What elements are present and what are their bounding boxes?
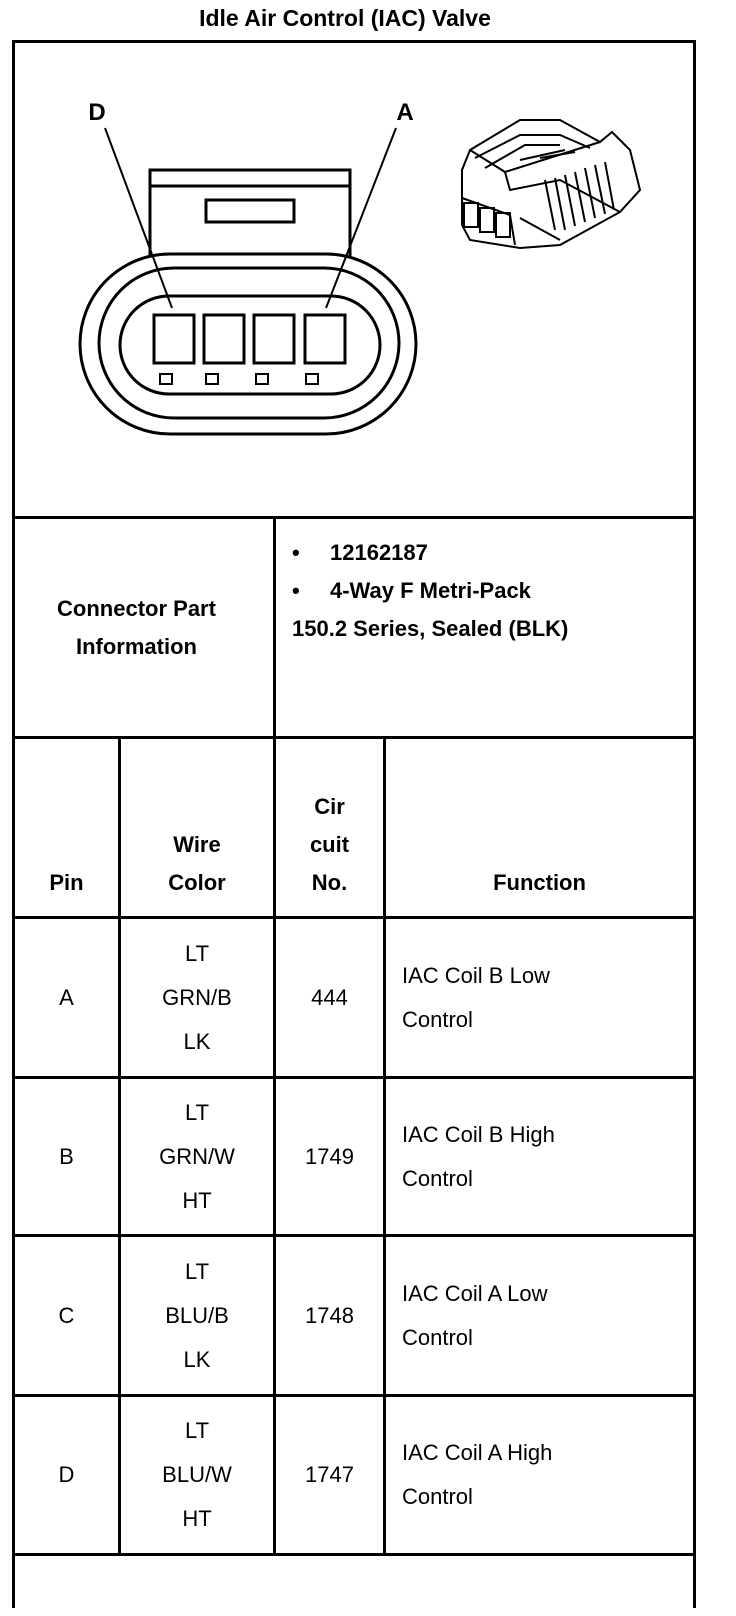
wire-color-cell: LT GRN/B LK: [162, 940, 232, 1054]
header-wire-color: Wire Color: [168, 832, 226, 895]
wire-color-cell: LT BLU/W HT: [162, 1418, 232, 1531]
function-cell: IAC Coil A Low Control: [402, 1280, 548, 1350]
connector-series: 150.2 Series, Sealed (BLK): [292, 616, 569, 641]
circuit-cell: 1747: [305, 1462, 354, 1487]
connector-info-label: [15, 519, 258, 736]
pin-cell: B: [59, 1143, 74, 1169]
function-cell: IAC Coil B High Control: [402, 1121, 555, 1191]
wire-color-cell: LT GRN/W HT: [159, 1099, 235, 1213]
function-cell: IAC Coil B Low Control: [402, 962, 550, 1032]
part-number: 12162187: [330, 540, 428, 565]
pin-cell: A: [59, 984, 74, 1010]
list-item: • 4-Way F Metri-Pack: [292, 578, 531, 603]
connector-face-diagram: [0, 40, 690, 520]
connector-info-label-line2: Information: [75, 633, 197, 659]
pin-a-label: A: [396, 99, 414, 126]
connector-info-details: [276, 534, 568, 648]
connector-type: 4-Way F Metri-Pack: [330, 578, 531, 603]
table-border-right: [693, 40, 696, 1608]
header-pin: Pin: [49, 870, 84, 895]
list-item: • 12162187: [292, 540, 428, 565]
pin-cell: D: [58, 1462, 75, 1487]
function-cell: IAC Coil A High Control: [402, 1440, 553, 1509]
page-title: Idle Air Control (IAC) Valve: [199, 5, 491, 31]
circuit-cell: 1748: [305, 1302, 354, 1328]
header-circuit-no: Cir cuit No.: [309, 794, 350, 895]
circuit-cell: 444: [311, 984, 348, 1010]
pin-d-label: D: [88, 99, 106, 126]
table-border-bottom: [12, 1553, 696, 1556]
header-function: Function: [493, 870, 586, 895]
pin-cell: C: [58, 1302, 75, 1328]
connector-info-label-line1: Connector Part: [57, 595, 216, 621]
circuit-cell: 1749: [305, 1143, 354, 1169]
wire-color-cell: LT BLU/B LK: [165, 1258, 229, 1372]
